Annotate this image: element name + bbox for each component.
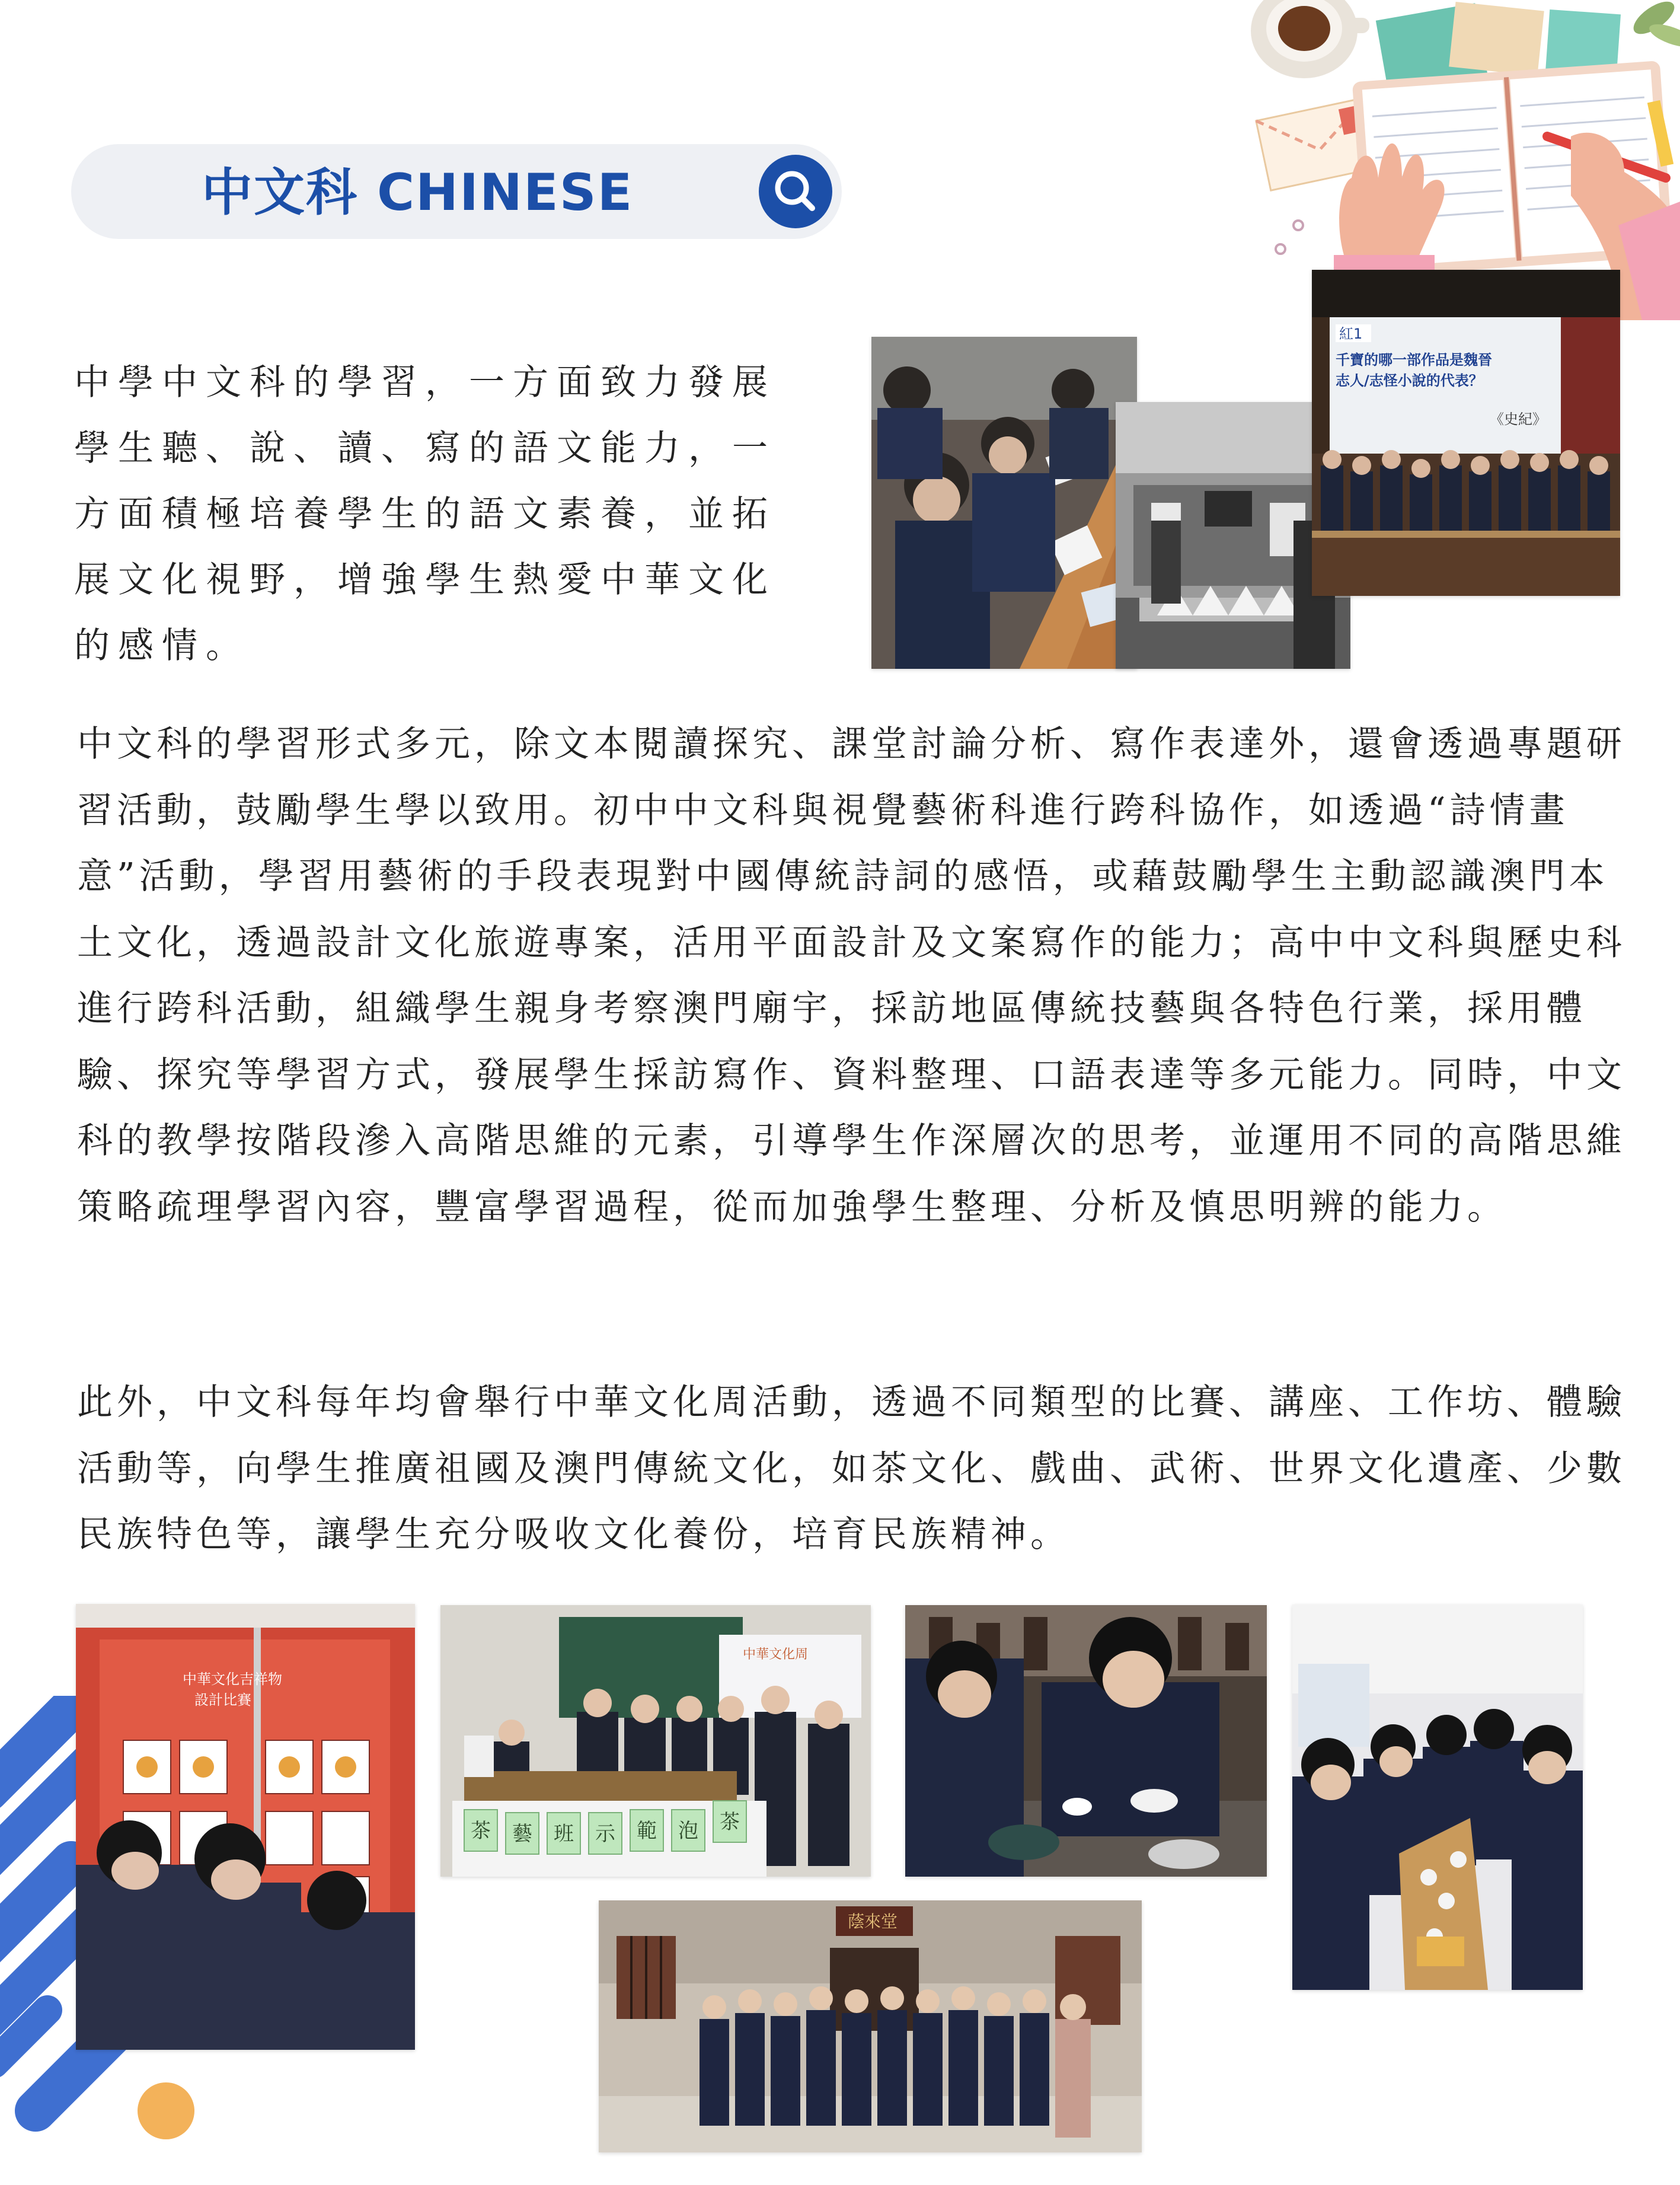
tea-sign: 茶 — [471, 1819, 491, 1843]
photo-students-writing — [871, 337, 1137, 669]
intro-paragraph: 中學中文科的學習，一方面致力發展學生聽、說、讀、寫的語文能力，一方面積極培養學生的語文素養，並拓展文化視野，增強學生熱愛中華文化的感情。 — [74, 362, 776, 666]
photo-tea-brewing-students — [905, 1605, 1267, 1877]
main-paragraph: 中文科的學習形式多元，除文本閱讀探究、課堂討論分析、寫作表達外，還會透過專題研習活動，鼓勵學生學以致用。初中中文科與視覺藝術科進行跨科協作，如透過“詩情畫意”活動，學習用藝術的手段表現對中國傳統詩詞的感悟，或藉鼓勵學生主動認識澳門本土文化，透過設計文化旅遊專案，活用平面設計及文案寫作的能力；高中中文科與歷史科進行跨科活動，組織學生親身考察澳門廟宇，採訪地區傳統技藝與各特色行業，採用體驗、探究等學習方式，發展學生採訪寫作、資料整理、口語表達等多元能力。同時，中文科的教學按階段滲入高階思維的元素，引導學生作深層次的思考，並運用不同的高階思維策略疏理學習內容，豐富學習過程，從而加強學生整理、分析及慎思明辨的能力。 — [77, 723, 1626, 1228]
tea-signs — [440, 1605, 871, 1877]
slide-answer: 《史紀》 — [1490, 411, 1547, 428]
slide-question-line1: 千寶的哪一部作品是魏晉 — [1336, 352, 1492, 368]
slide-tag: 紅1 — [1339, 326, 1363, 342]
photo-tea-demo-stall — [440, 1605, 871, 1877]
photo-stage-quiz — [1312, 270, 1620, 596]
search-icon — [759, 155, 832, 228]
tea-sign: 範 — [637, 1819, 657, 1843]
culture-week-paragraph: 此外，中文科每年均會舉行中華文化周活動，透過不同類型的比賽、講座、工作坊、體驗活動等，向學生推廣祖國及澳門傳統文化，如茶文化、戲曲、武術、世界文化遺產、少數民族特色等，讓學生充分吸收文化養份，培育民族精神。 — [77, 1382, 1626, 1555]
slide-question-line2: 志人/志怪小說的代表？ — [1336, 372, 1483, 389]
tea-sign: 示 — [595, 1822, 615, 1846]
photo-heritage-visit — [599, 1900, 1142, 2152]
poster-title-1: 中華文化吉祥物 — [183, 1671, 282, 1688]
heritage-plaque: 蔭來堂 — [848, 1912, 898, 1931]
tea-sign: 泡 — [678, 1819, 698, 1843]
tea-sign: 茶 — [720, 1810, 740, 1834]
photo-tea-tasting — [1292, 1605, 1583, 1990]
photo-mascot-exhibition — [76, 1604, 415, 2050]
tea-sign: 班 — [554, 1822, 574, 1846]
page-title: 中文科 CHINESE — [202, 163, 634, 222]
search-button[interactable] — [759, 155, 832, 228]
decorative-dot — [138, 2082, 194, 2139]
tea-sign: 藝 — [512, 1822, 532, 1846]
screen-text: 中華文化周 — [743, 1647, 809, 1662]
poster-title-2: 設計比賽 — [194, 1692, 251, 1708]
